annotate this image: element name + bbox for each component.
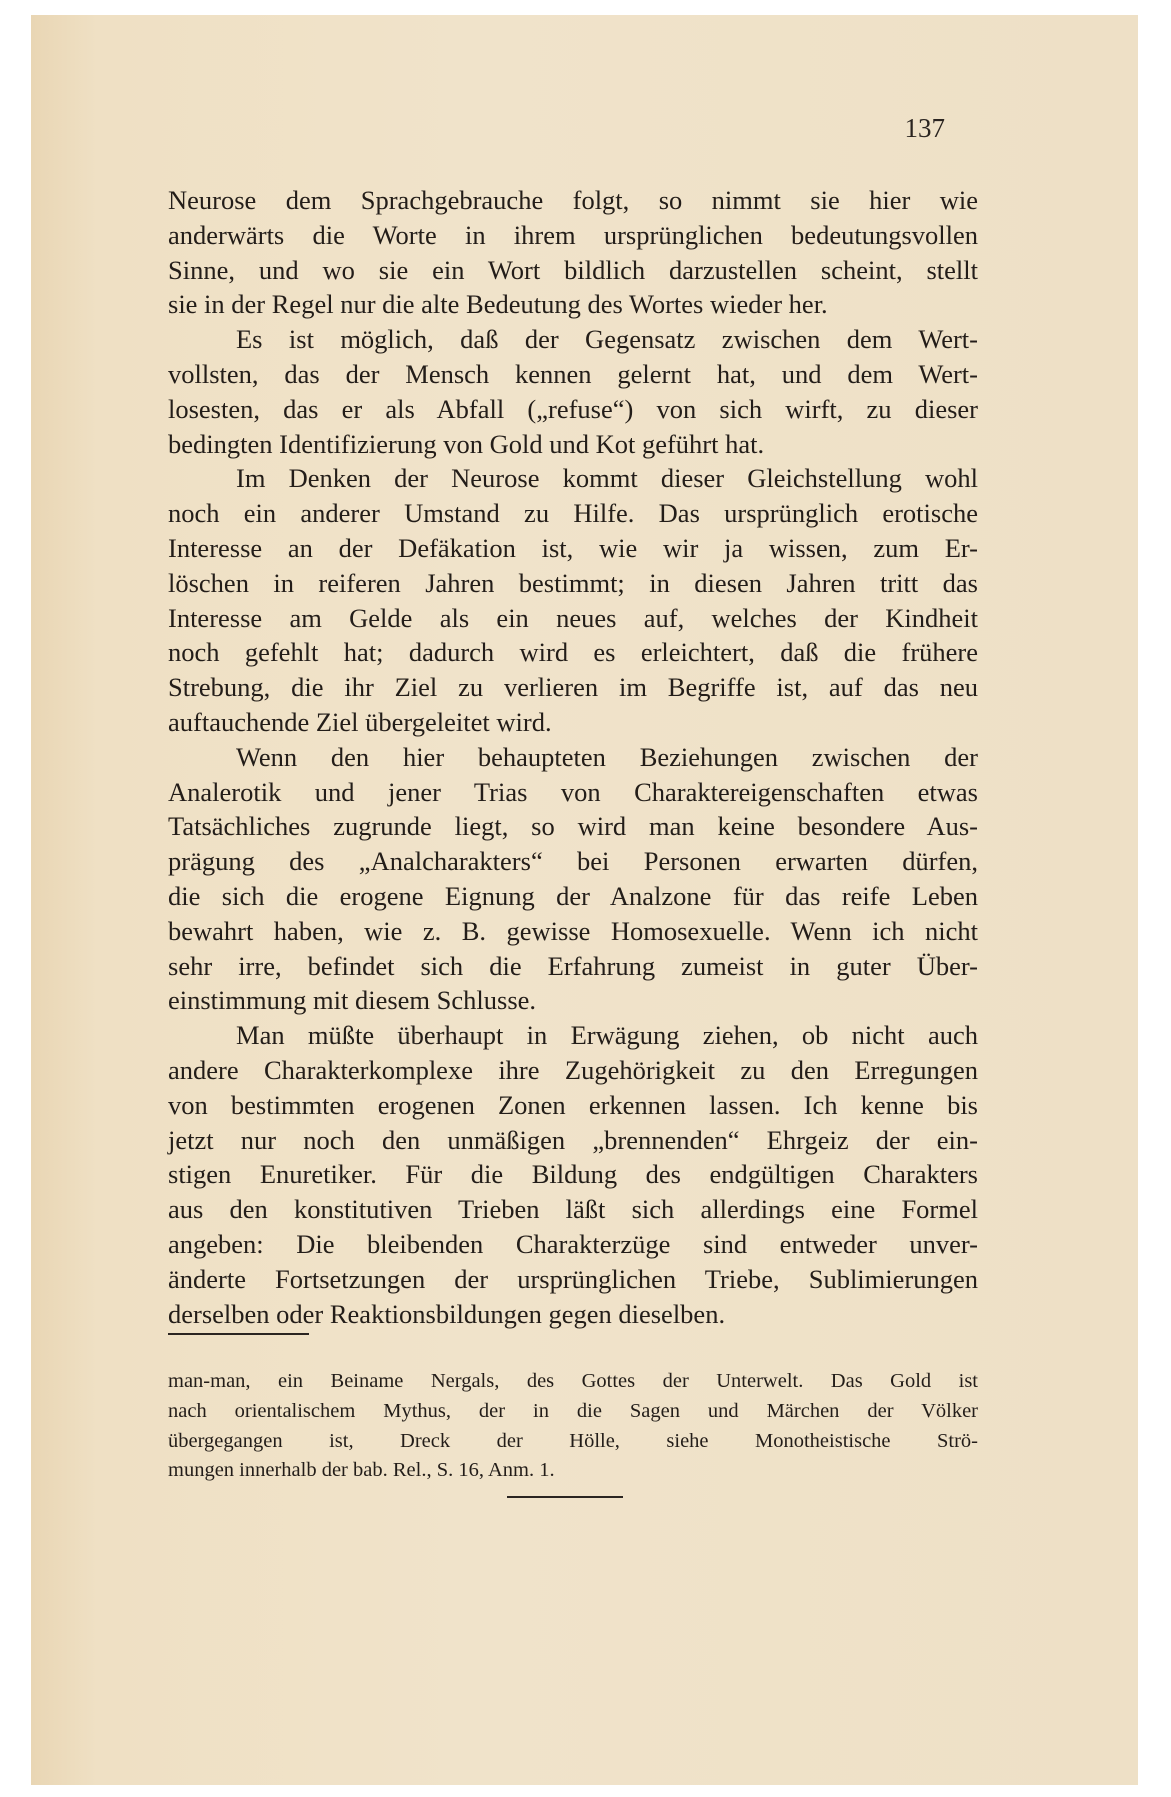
text-line: bedingten Identifizierung von Gold und Kot geführt hat. [168,428,765,459]
text-line: derselben oder Reaktionsbildungen gegen dieselben. [168,1298,726,1329]
text-line: andere Charakterkomplexe ihre Zugehörigkeit zu den Erregungen [168,1054,978,1085]
text-line: noch gefehlt hat; dadurch wird es erleichtert, daß die frühere [168,637,978,668]
text-line: Tatsächliches zugrunde liegt, so wird man keine besondere Aus- [168,811,978,842]
text-line: jetzt nur noch den unmäßigen „brennenden“ Ehrgeiz der ein- [168,1124,978,1155]
text-line: aus den konstitutiven Trieben läßt sich allerdings eine Formel [168,1194,978,1225]
text-line: Man müßte überhaupt in Erwägung ziehen, ob nicht auch [236,1020,978,1051]
text-line: änderte Fortsetzungen der ursprünglichen Triebe, Sublimierungen [168,1263,978,1294]
text-line: stigen Enuretiker. Für die Bildung des endgültigen Charakters [168,1159,978,1190]
footnote-line: man-man, ein Beiname Nergals, des Gottes der Unterwelt. Das Gold ist [168,1370,978,1392]
text-line: prägung des „Analcharakters“ bei Personen erwarten dürfen, [168,846,978,877]
page-number: 137 [904,113,945,143]
text-line: die sich die erogene Eignung der Analzone für das reife Leben [168,880,978,911]
text-line: Sinne, und wo sie ein Wort bildlich darzustellen scheint, stellt [168,254,978,285]
text-line: losesten, das er als Abfall („refuse“) von sich wirft, zu dieser [168,393,978,424]
footnote-line: übergegangen ist, Dreck der Hölle, siehe Monotheistische Strö- [168,1429,978,1452]
text-line: Interesse an der Defäkation ist, wie wir ja wissen, zum Er- [168,532,978,563]
main-text [168,183,978,1331]
text-line: sehr irre, befindet sich die Erfahrung zumeist in guter Über- [168,950,978,981]
text-line: Im Denken der Neurose kommt dieser Gleichstellung wohl [236,463,978,494]
text-line: anderwärts die Worte in ihrem ursprünglichen bedeutungsvollen [168,219,978,250]
end-rule [507,1496,623,1498]
text-line: Es ist möglich, daß der Gegensatz zwischen dem Wert- [236,324,978,355]
text-line: einstimmung mit diesem Schlusse. [168,985,537,1016]
text-line: Neurose dem Sprachgebrauche folgt, so nimmt sie hier wie [168,185,978,215]
footnote-line: nach orientalischem Mythus, der in die Sagen und Märchen der Völker [168,1399,978,1422]
text-line: sie in der Regel nur die alte Bedeutung des Wortes wieder her. [168,289,828,320]
footnote-line: mungen innerhalb der bab. Rel., S. 16, Anm. 1. [168,1459,555,1482]
text-line: angeben: Die bleibenden Charakterzüge sind entweder unver- [168,1228,978,1259]
book-page [31,15,1138,1785]
text-line: Wenn den hier behaupteten Beziehungen zwischen der [236,741,978,772]
text-line: löschen in reiferen Jahren bestimmt; in diesen Jahren tritt das [168,567,978,598]
text-line: Strebung, die ihr Ziel zu verlieren im Begriffe ist, auf das neu [168,672,978,703]
text-line: noch ein anderer Umstand zu Hilfe. Das ursprünglich erotische [168,498,978,529]
text-line: Interesse am Gelde als ein neues auf, welches der Kindheit [168,602,978,633]
text-line: von bestimmten erogenen Zonen erkennen lassen. Ich kenne bis [168,1089,978,1120]
text-line: auftauchende Ziel übergeleitet wird. [168,706,552,737]
text-line: vollsten, das der Mensch kennen gelernt hat, und dem Wert- [168,358,978,389]
text-line: Analerotik und jener Trias von Charaktereigenschaften etwas [168,776,978,807]
text-line: bewahrt haben, wie z. B. gewisse Homosexuelle. Wenn ich nicht [168,915,978,946]
footnote [168,1367,978,1486]
footnote-separator [168,1333,309,1335]
